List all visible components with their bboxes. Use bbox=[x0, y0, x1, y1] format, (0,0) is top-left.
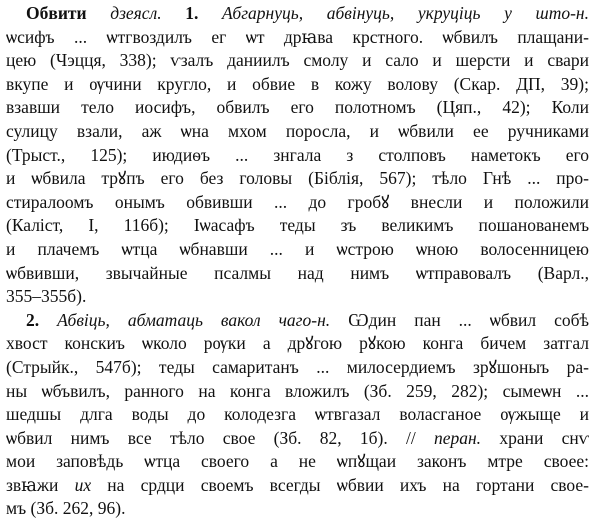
sense-2-line bbox=[6, 474, 589, 498]
text-segment: цею (Чэцця, 338); ѵзалъ даниилъ смолу и сало и шерсти и свари bbox=[6, 50, 589, 71]
sense-number: 1. bbox=[185, 3, 222, 23]
sense-2-line bbox=[6, 403, 589, 427]
sense-1-line bbox=[6, 285, 589, 309]
text-segment: сулицу взали, аж ѡна мхом поросла, и ѡбвили ее ручниками bbox=[6, 120, 589, 141]
sense-2-line bbox=[6, 356, 589, 380]
text-segment: (Стрыйк., 547б); теды самаританъ ... милосердиемъ зрꙋшоныъ ра- bbox=[6, 356, 589, 377]
sense-1-line bbox=[6, 144, 589, 168]
sense-2-line bbox=[6, 450, 589, 474]
text-segment: (Трыст., 125); июдиѳъ ... знгала з столповъ наметокъ его bbox=[6, 144, 589, 165]
definition-text: Абгарнуць, абвінуць, укруціць у што-н. bbox=[221, 3, 589, 23]
sense-2-paragraph bbox=[6, 309, 589, 521]
sense-1-line bbox=[6, 26, 589, 50]
text-segment: храни снѵ bbox=[481, 427, 589, 448]
sense-1-line bbox=[6, 167, 589, 191]
text-segment: ны ѡбъвилъ, ранного на конга вложилъ (Зб. 259, 282); сымеѡн ... bbox=[6, 380, 589, 401]
text-segment: (Каліст, І, 116б); Іѡасафъ теды зъ великимъ пошанованемъ bbox=[6, 215, 589, 236]
headword: Обвити bbox=[26, 3, 111, 23]
sense-2-line bbox=[6, 427, 589, 451]
sense-1-line bbox=[6, 73, 589, 97]
text-segment: ѡбвивши, звычайные псалмы над нимъ ѡтправовалъ (Варл., bbox=[6, 262, 589, 283]
text-segment: на срдци своемъ всегды ѡбвии ихъ на гортани свое- bbox=[91, 474, 589, 495]
sense-number: 2. bbox=[26, 309, 58, 330]
text-segment: ѡсифъ ... ѡтгвоздилъ ег ѡт дрꙗва крстного. ѡбвилъ плащани- bbox=[6, 26, 589, 47]
text-segment: звꙗжи bbox=[6, 474, 75, 495]
sense-1-line bbox=[6, 238, 589, 262]
sense-1-line bbox=[6, 2, 589, 26]
text-segment: взавши тело иосифъ, обвилъ его полотномъ (Цяп., 42); Коли bbox=[6, 97, 589, 118]
sense-1-line bbox=[6, 262, 589, 286]
sense-2-line bbox=[6, 332, 589, 356]
part-of-speech: дзеясл. bbox=[110, 3, 186, 23]
text-segment: ѡбвил нимъ все тѣло свое (Зб. 82, 1б). // bbox=[6, 427, 434, 448]
text-segment: стиралоомъ онымъ обвивши ... до гробꙋ внесли и положили bbox=[6, 191, 589, 212]
sense-1-line bbox=[6, 49, 589, 73]
text-segment: мои заповѣдь ѡтца своего а не ѡпꙋщаи законъ мтре своее: bbox=[6, 451, 589, 472]
text-segment: Ѡдин пан ... ѡбвил собѣ bbox=[348, 309, 589, 330]
sense-1-line bbox=[6, 120, 589, 144]
sense-2-line bbox=[6, 497, 589, 521]
text-segment: 355–355б). bbox=[6, 286, 87, 307]
sense-2-line bbox=[6, 380, 589, 404]
definition-text: их bbox=[74, 474, 92, 495]
text-segment: и ѡбвила трꙋпъ его без головы (Біблія, 567); тѣло Гнѣ ... про- bbox=[6, 168, 589, 189]
text-segment: хвост конскиъ ѡколо рѹки а дрꙋгою рꙋкою конга бичем затгал bbox=[6, 333, 589, 354]
definition-text: Абвіць, абматаць вакол чаго-н. bbox=[57, 309, 349, 330]
sense-1-paragraph bbox=[6, 2, 589, 309]
text-segment: вкупе и ѹчини кругло, и обвие в кожу волову (Скар. ДП, 39); bbox=[6, 73, 589, 94]
sense-1-line bbox=[6, 191, 589, 215]
definition-text: перан. bbox=[433, 427, 482, 448]
sense-1-line bbox=[6, 214, 589, 238]
sense-2-line bbox=[6, 309, 589, 333]
text-segment: и плачемъ ѡтца ѡбнавши ... и ѡстрою ѡною волосенницею bbox=[6, 238, 589, 259]
text-segment: мъ (Зб. 262, 96). bbox=[6, 498, 126, 519]
sense-1-line bbox=[6, 96, 589, 120]
text-segment: шедшы длга воды до колодезга ѡтвгазал воласганое ѹжыще и bbox=[6, 404, 589, 425]
